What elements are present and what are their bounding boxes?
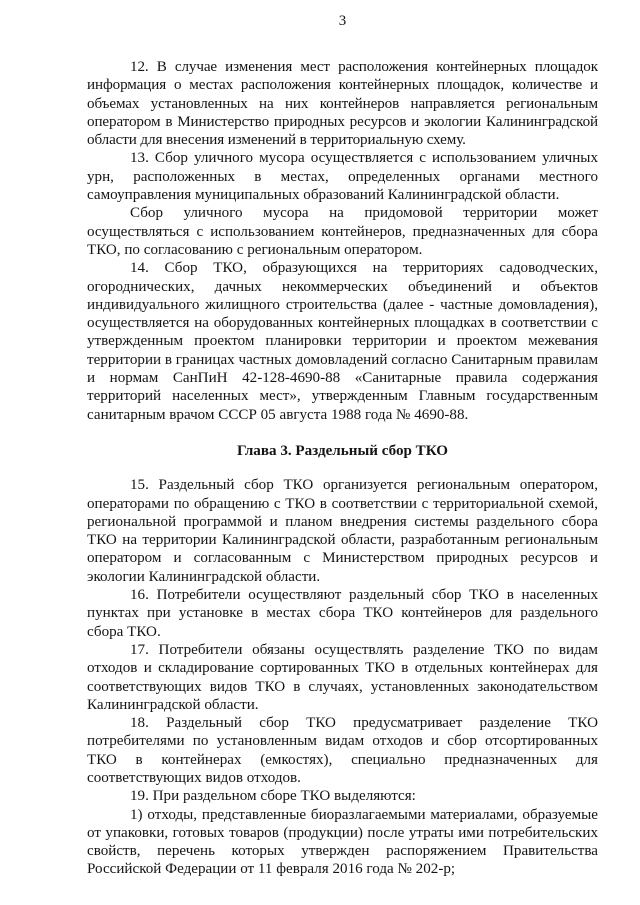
paragraph-19: 19. При раздельном сборе ТКО выделяются: <box>130 788 416 805</box>
paragraph-13: 13. Сбор уличного мусора осуществляется с использованием уличных урн, расположенных в местах, определенных органами местного самоуправления муниципальных образований Калининградской области. <box>87 150 598 204</box>
paragraph-12: 12. В случае изменения мест расположения контейнерных площадок информация о местах расположения контейнерных площадок, количестве и объемах установленных на них контейнеров направляется региональным оператором в Министерство природных ресурсов и экологии Калининградской области для внесения изменений в территориальную схему. <box>87 59 598 149</box>
chapter-heading: Глава 3. Раздельный сбор ТКО <box>236 442 449 459</box>
paragraph-19-item-1: 1) отходы, представленные биоразлагаемыми материалами, образуемые от упаковки, готовых товаров (продукции) после утраты ими потребительских свойств, перечень которых утвержден распоряжением Правительства Российской Федерации от 11 февраля 2016 года № 202-р; <box>87 806 598 878</box>
document-page <box>87 12 598 879</box>
paragraph-16: 16. Потребители осуществляют раздельный сбор ТКО в населенных пунктах при установке в местах сбора ТКО контейнеров для раздельного сбора ТКО. <box>87 587 598 640</box>
paragraph-17: 17. Потребители обязаны осуществлять разделение ТКО по видам отходов и складирование сортированных ТКО в отдельных контейнерах для соответствующих видов ТКО в случаях, установленных законодательством Калининградской области. <box>87 641 598 713</box>
page-number: 3 <box>338 13 347 29</box>
paragraph-14: 14. Сбор ТКО, образующихся на территориях садоводческих, огороднических, дачных некоммерческих объединений и объектов индивидуального жилищного строительства (далее - частные домовладения), осуществляется на оборудованных контейнерных площадках в соответствии с утвержденным проектом планировки территории и проектом межевания территории в границах частных домовладений согласно Санитарным правилам и нормам СанПиН 42-128-4690-88 «Санитарные правила содержания территорий населенных мест», утвержденным Главным государственным санитарным врачом СССР 05 августа 1988 года № 4690-88. <box>87 260 598 423</box>
paragraph-18: 18. Раздельный сбор ТКО предусматривает разделение ТКО потребителями по установленным видам отходов и сбор отсортированных ТКО в контейнерах (емкостях), специально предназначенных для соответствующих видов отходов. <box>87 715 598 786</box>
paragraph-13-continued: Сбор уличного мусора на придомовой территории может осуществляться с использованием контейнеров, предназначенных для сбора ТКО, по согласованию с региональным оператором. <box>87 205 598 258</box>
paragraph-15: 15. Раздельный сбор ТКО организуется региональным оператором, операторами по обращению с ТКО в соответствии с территориальной схемой, региональной программой и планом внедрения системы раздельного сбора ТКО на территории Калининградской области, разработанным региональным оператором и согласованным с Министерством природных ресурсов и экологии Калининградской области. <box>87 477 598 585</box>
